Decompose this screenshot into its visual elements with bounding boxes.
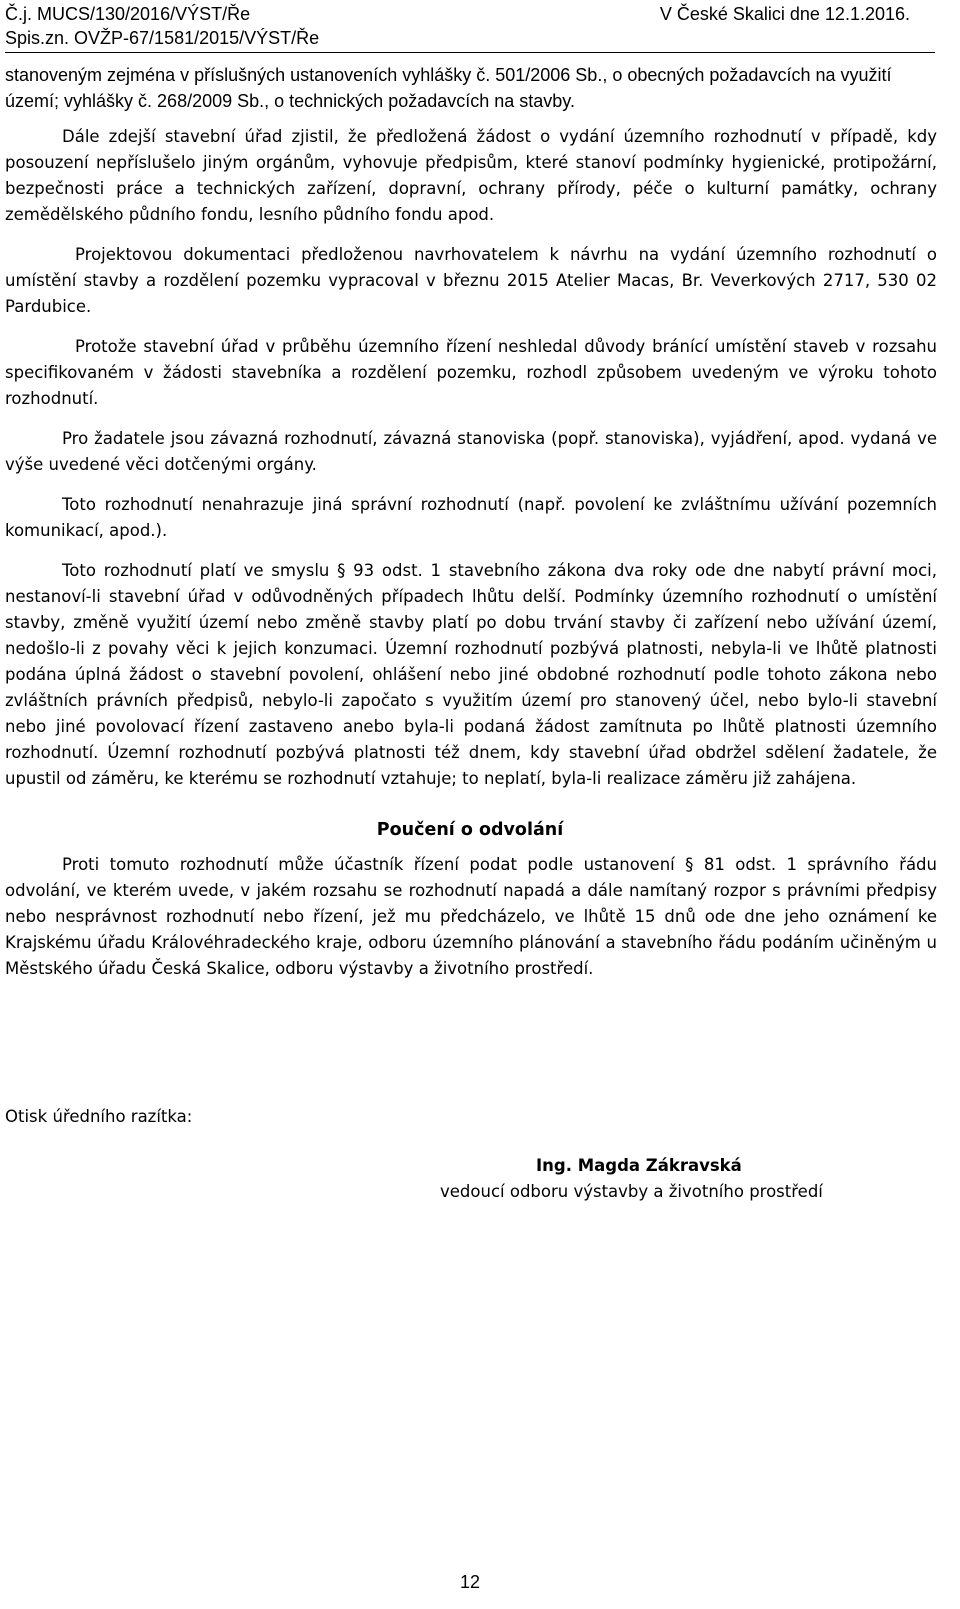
- paragraph: Protože stavební úřad v průběhu územního řízení neshledal důvody bránící umístění staveb v rozsahu specifikovaném v žádosti stavebníka a rozdělení pozemku, rozhodl způsobem uvedeným ve výroku tohoto rozhodnutí.: [5, 337, 937, 408]
- paragraph: Toto rozhodnutí platí ve smyslu § 93 odst. 1 stavebního zákona dva roky ode dne nabytí právní moci, nestanoví-li stavební úřad v odůvodněných případech lhůtu delší. Podmínky územního rozhodnutí o umístění stavby, změně využití území nebo změně stavby platí po dobu trvání stavby či zařízení nebo užívání území, nedošlo-li z povahy věci k jejich konzumaci. Územní rozhodnutí pozbývá platnosti, nebyla-li ve lhůtě platnosti podána úplná žádost o stavební povolení, ohlášení nebo jiné obdobné rozhodnutí podle tohoto zákona nebo zvláštních právních předpisů, nebylo-li započato s využitím území pro stanovený účel, nebo bylo-li stavební nebo jiné povolovací řízení zastaveno anebo byla-li podaná žádost zamítnuta po lhůtě platnosti územního rozhodnutí. Územní rozhodnutí pozbývá platnosti též dnem, kdy stavební úřad obdržel sdělení žadatele, že upustil od záměru, ke kterému se rozhodnutí vztahuje; to neplatí, byla-li realizace záměru již zahájena.: [5, 561, 937, 788]
- page-number: 12: [459, 1572, 481, 1592]
- paragraph: Pro žadatele jsou závazná rozhodnutí, závazná stanoviska (popř. stanoviska), vyjádření, apod. vydaná ve výše uvedené věci dotčenými orgány.: [5, 429, 937, 474]
- header-divider: [5, 52, 935, 53]
- reference-number: Č.j. MUCS/130/2016/VÝST/Ře: [5, 4, 251, 24]
- signature-block: [440, 1153, 880, 1205]
- appeal-heading: Poučení o odvolání: [376, 820, 564, 840]
- reasoning-section: [5, 124, 937, 806]
- paragraph: Dále zdejší stavební úřad zjistil, že předložená žádost o vydání územního rozhodnutí v případě, kdy posouzení nepříslušelo jiným orgánům, vyhovuje předpisům, které stanoví podmínky hygienické, protipožární, bezpečnosti práce a technických zařízení, dopravní, ochrany přírody, péče o kulturní památky, ochrany zemědělského půdního fondu, lesního půdního fondu apod.: [5, 127, 937, 224]
- file-number: Spis.zn. OVŽP-67/1581/2015/VÝST/Ře: [5, 28, 320, 48]
- appeal-paragraph: Proti tomuto rozhodnutí může účastník řízení podat podle ustanovení § 81 odst. 1 správního řádu odvolání, ve kterém uvede, v jakém rozsahu se rozhodnutí napadá a dále namítaný rozpor s právními předpisy nebo nesprávnost rozhodnutí nebo řízení, jež mu předcházelo, ve lhůtě 15 dnů ode dne jeho oznámení ke Krajskému úřadu Královéhradeckého kraje, odboru územního plánování a stavebního řádu podáním učiněným u Městského úřadu Česká Skalice, odboru výstavby a životního prostředí.: [5, 855, 937, 978]
- place-and-date: V České Skalici dne 12.1.2016.: [659, 4, 910, 24]
- signatory-role: vedoucí odboru výstavby a životního prostředí: [440, 1182, 823, 1201]
- paragraph: Toto rozhodnutí nenahrazuje jiná správní rozhodnutí (např. povolení ke zvláštnímu užívání pozemních komunikací, apod.).: [5, 495, 937, 540]
- intro-paragraph: stanoveným zejména v příslušných ustanoveních vyhlášky č. 501/2006 Sb., o obecných požadavcích na využití území; vyhlášky č. 268/2009 Sb., o technických požadavcích na stavby.: [5, 65, 892, 111]
- document-header: [5, 2, 910, 50]
- signatory-name: Ing. Magda Zákravská: [536, 1156, 742, 1175]
- stamp-label: Otisk úředního razítka:: [5, 1107, 193, 1126]
- paragraph: Projektovou dokumentaci předloženou navrhovatelem k návrhu na vydání územního rozhodnutí o umístění stavby a rozdělení pozemku vypracoval v březnu 2015 Atelier Macas, Br. Veverkových 2717, 530 02 Pardubice.: [5, 245, 937, 316]
